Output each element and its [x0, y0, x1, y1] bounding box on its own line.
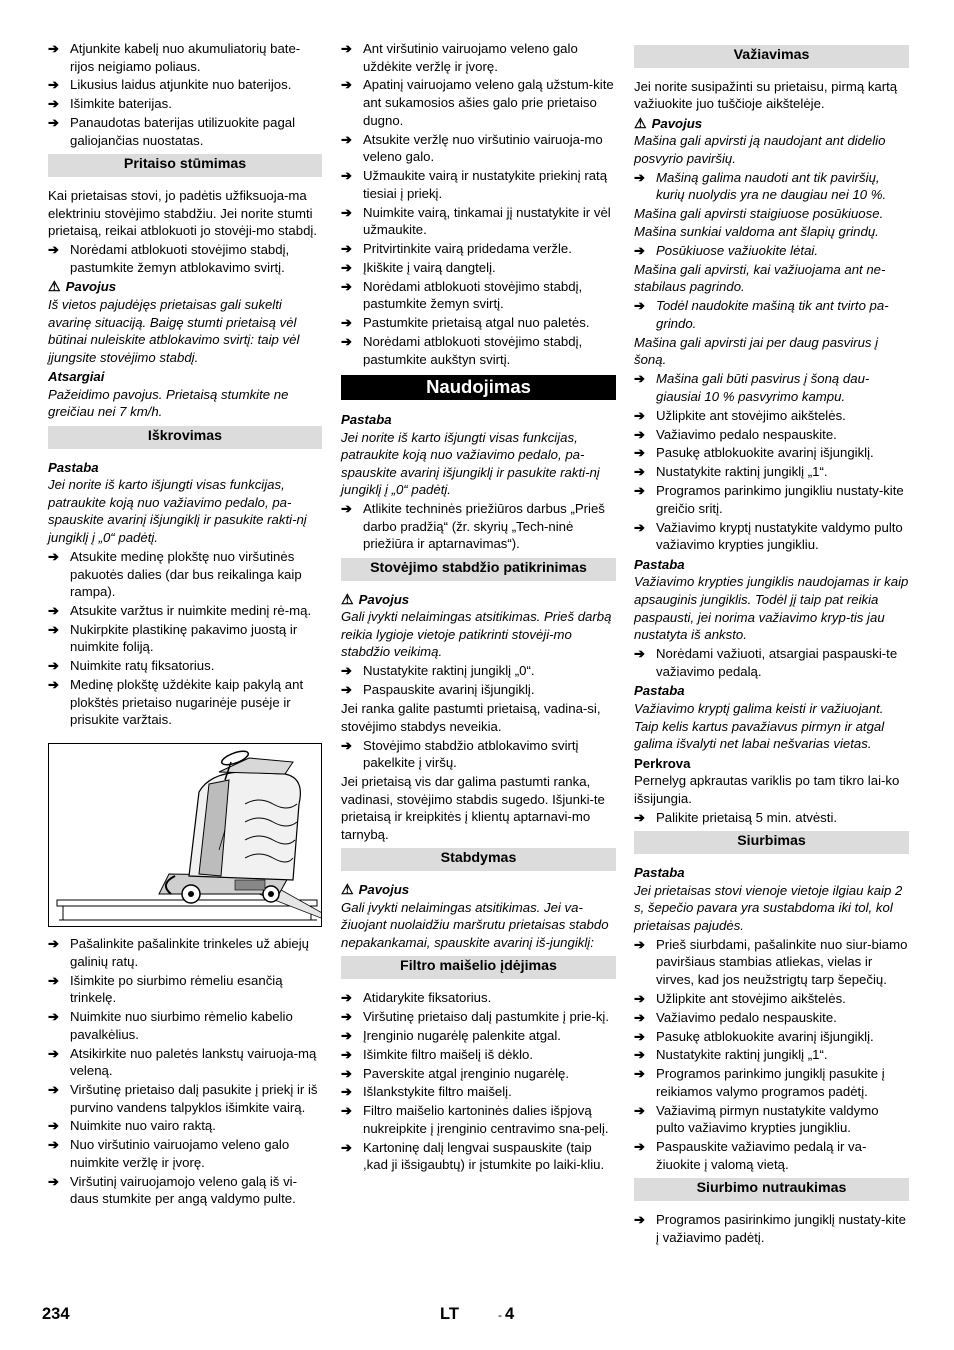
list-item: ➔ Programos pasirinkimo jungiklį nustaty-kite į važiavimo padėtį. — [634, 1212, 906, 1245]
list-item: ➔ Pastumkite prietaisą atgal nuo paletės. — [341, 315, 590, 331]
list-item: ➔ Atidarykite fiksatorius. — [341, 989, 492, 1005]
paragraph: Jei norite susipažinti su prietaisu, pirmą kartą važiuokite juo tuščioje aikštelėje. — [634, 78, 898, 112]
arrow-icon: ➔ — [341, 241, 352, 257]
list-item: ➔ Nustatykite raktinį jungiklį „1“. — [634, 1047, 828, 1063]
list-item: ➔ Važiavimo pedalo nespauskite. — [634, 1009, 837, 1025]
arrow-icon: ➔ — [634, 809, 645, 825]
warning-text: Mašina gali apvirsti jai per daug pasvirus į šoną. — [634, 334, 879, 368]
warning-text: Mašina gali apvirsti ją naudojant ant didelio posvyrio paviršių. — [634, 133, 886, 166]
chapter-title: Naudojimas — [341, 375, 616, 400]
arrow-icon: ➔ — [634, 169, 645, 185]
machine-illustration — [48, 743, 322, 927]
sub-page: - 4 — [498, 1305, 515, 1323]
arrow-icon: ➔ — [48, 972, 59, 988]
section-title-braking: Stabdymas — [341, 848, 616, 871]
arrow-icon: ➔ — [48, 96, 59, 112]
list-item: ➔ Išimkite filtro maišelį iš dėklo. — [341, 1046, 534, 1062]
arrow-icon: ➔ — [341, 315, 352, 331]
list-item: ➔ Važiavimo pedalo nespauskite. — [634, 426, 837, 442]
list-item: ➔ Nuo viršutinio vairuojamo veleno galo nuimkite veržlę ir įvorę. — [48, 1137, 290, 1170]
scrubber-machine-image — [49, 744, 321, 927]
arrow-icon: ➔ — [634, 1066, 645, 1082]
arrow-icon: ➔ — [341, 1084, 352, 1100]
warning-text: Gali įvykti nelaimingas atsitikimas. Jei va-žiuojant nuolaidžiu maršrutu prietaisas stabdo nepakankamai, spauskite avarinį iš-jungiklį: — [341, 899, 609, 950]
section-title-unloading: Iškrovimas — [48, 426, 322, 449]
warning-icon: ⚠ — [341, 880, 354, 897]
section-title-suction: Siurbimas — [634, 831, 909, 854]
list-item: ➔ Paverskite atgal įrenginio nugarėlę. — [341, 1065, 569, 1081]
paragraph: Jei prietaisą vis dar galima pastumti ranka, vadinasi, stovėjimo stabdis sugedo. Išjunki-te prietaisą ir kreipkitės į klientų aptarnavi-mo tarnybą. — [341, 774, 605, 842]
arrow-icon: ➔ — [341, 737, 352, 753]
list-item: ➔ Norėdami atblokuoti stovėjimo stabdį, pastumkite aukštyn svirtį. — [341, 334, 583, 367]
list-item: ➔ Atsukite veržlę nuo viršutinio vairuoja-mo veleno galo. — [341, 131, 603, 165]
list-item: ➔ Apatinį vairuojamo veleno galą užstum-kite ant sukamosios ašies galo prie prietaiso dugno. — [341, 77, 614, 128]
arrow-icon: ➔ — [634, 371, 645, 387]
arrow-icon: ➔ — [634, 1139, 645, 1155]
list-item: ➔ Išimkite baterijas. — [48, 96, 172, 112]
list-item: ➔ Atlikite techninės priežiūros darbus „Prieš darbo pradžią“ (žr. skyrių „Tech-ninė priežiūra ir aptarnavimas“). — [341, 501, 605, 552]
list-item: ➔ Atjunkite kabelį nuo akumuliatorių bate-rijos neigiamo poliaus. — [48, 41, 301, 74]
list-item: ➔ Nuimkite nuo vairo raktą. — [48, 1118, 216, 1134]
arrow-icon: ➔ — [634, 407, 645, 423]
arrow-icon: ➔ — [634, 1028, 645, 1044]
column-2 — [341, 40, 616, 1175]
arrow-list — [48, 548, 322, 729]
arrow-list — [634, 936, 909, 1174]
list-item: ➔ Paspauskite avarinį išjungiklį. — [341, 682, 535, 698]
arrow-icon: ➔ — [634, 242, 645, 258]
warning-label: ⚠ Pavojus — [634, 114, 703, 131]
arrow-icon: ➔ — [48, 1081, 59, 1097]
note-label: Pastaba — [48, 459, 99, 475]
list-item: ➔ Todėl naudokite mašiną tik ant tvirto pa-grindo. — [634, 298, 889, 331]
arrow-icon: ➔ — [634, 426, 645, 442]
list-item: ➔ Viršutinę prietaiso dalį pasukite į priekį ir iš purvino vandens talpyklos išimkite vairą. — [48, 1081, 318, 1115]
arrow-icon: ➔ — [48, 548, 59, 564]
paragraph: Pernelyg apkrautas variklis po tam tikro lai-ko išsijungia. — [634, 773, 900, 806]
list-item: ➔ Važiavimą pirmyn nustatykite valdymo pulto važiavimo krypties jungikliu. — [634, 1102, 879, 1136]
list-item: ➔ Paspauskite važiavimo pedalą ir va-žiuokite į valomą vietą. — [634, 1139, 867, 1172]
arrow-icon: ➔ — [48, 621, 59, 637]
list-item: ➔ Programos parinkimo jungikliu nustaty-kite greičio sritį. — [634, 483, 904, 516]
arrow-icon: ➔ — [341, 501, 352, 517]
section-title-pushing: Pritaiso stūmimas — [48, 154, 322, 177]
caution-label: Atsargiai — [48, 369, 105, 385]
arrow-icon: ➔ — [634, 936, 645, 952]
paragraph: Kai prietaisas stovi, jo padėtis užfiksuoja-ma elektriniu stovėjimo stabdžiu. Jei norite stumti prietaisą, reikai atblokuoti jo stovėji-mo stabdį. — [48, 188, 318, 239]
arrow-icon: ➔ — [634, 1009, 645, 1025]
arrow-list — [341, 989, 616, 1174]
arrow-icon: ➔ — [634, 298, 645, 314]
arrow-icon: ➔ — [341, 41, 352, 56]
warning-text: Iš vietos pajudėjęs prietaisas gali sukelti avarinę situaciją. Baigę stumti prietaisą vėl būtinai nuleiskite atblokavimo svirtį: taip vėl įjungsite stovėjimo stabdį. — [48, 296, 300, 365]
warning-icon: ⚠ — [48, 278, 61, 295]
arrow-icon: ➔ — [341, 1139, 352, 1155]
warning-blocks — [634, 132, 909, 405]
list-item: ➔ Važiavimo kryptį nustatykite valdymo pulto važiavimo krypties jungikliu. — [634, 519, 903, 553]
arrow-icon: ➔ — [341, 1008, 352, 1024]
list-item: ➔ Likusius laidus atjunkite nuo baterijos. — [48, 77, 292, 93]
arrow-icon: ➔ — [48, 677, 59, 693]
list-item: ➔ Filtro maišelio kartoninės dalies išpjovą nukreipkite į įrenginio centravimo sna-pelį. — [341, 1103, 609, 1136]
note-label: Pastaba — [634, 556, 685, 572]
list-item: ➔ Pasukę atblokuokite avarinį išjungiklį. — [634, 1028, 874, 1044]
list-item: ➔ Atsukite medinę plokštę nuo viršutinės pakuotės dalies (dar bus reikalinga kaip rampa). — [48, 548, 302, 600]
caution-text: Pažeidimo pavojus. Prietaisą stumkite ne greičiau nei 7 km/h. — [48, 386, 289, 420]
arrow-icon: ➔ — [48, 658, 59, 674]
list-item: ➔ Atsikirkite nuo paletės lankstų vairuoja-mą veleną. — [48, 1045, 317, 1079]
list-item: ➔ Užmaukite vairą ir nustatykite priekinį ratą tiesiai į priekį. — [341, 168, 608, 201]
note-text: Jei norite iš karto išjungti visas funkcijas, patraukite koją nuo važiavimo pedalo, pa-spauskite avarinį išjungiklį ir pasukite rakti-nį jungiklį į „0“ padėtį. — [48, 477, 307, 546]
arrow-list — [341, 662, 616, 698]
arrow-list — [634, 407, 909, 554]
list-item: ➔ Programos parinkimo jungiklį pasukite į reikiamos valymo programos padėtį. — [634, 1066, 885, 1099]
list-item: ➔ Ant viršutinio vairuojamo veleno galo uždėkite veržlę ir įvorę. — [341, 41, 578, 74]
arrow-icon: ➔ — [341, 1103, 352, 1119]
list-item: ➔ Atsukite varžtus ir nuimkite medinį rė-mą. — [48, 603, 312, 618]
arrow-icon: ➔ — [634, 1047, 645, 1063]
arrow-icon: ➔ — [341, 334, 352, 350]
arrow-icon: ➔ — [341, 1046, 352, 1062]
arrow-icon: ➔ — [341, 663, 352, 679]
arrow-icon: ➔ — [341, 168, 352, 184]
list-item: ➔ Viršutinę prietaiso dalį pastumkite į prie-kį. — [341, 1008, 610, 1024]
arrow-icon: ➔ — [48, 115, 59, 131]
note-label: Pastaba — [634, 864, 685, 880]
warning-label: ⚠ Pavojus — [48, 278, 117, 295]
note-label: Pastaba — [634, 683, 685, 699]
arrow-icon: ➔ — [48, 1118, 59, 1134]
arrow-icon: ➔ — [341, 259, 352, 275]
warning-text: Mašina gali apvirsti, kai važiuojama ant ne-stabilaus pagrindo. — [634, 261, 886, 295]
arrow-icon: ➔ — [48, 1009, 59, 1025]
list-item: ➔ Posūkiuose važiuokite lėtai. — [634, 242, 819, 258]
arrow-icon: ➔ — [341, 682, 352, 698]
warning-icon: ⚠ — [341, 590, 354, 607]
list-item: ➔ Užlipkite ant stovėjimo aikštelės. — [634, 990, 846, 1006]
list-item: ➔ Palikite prietaisą 5 min. atvėsti. — [634, 809, 838, 825]
arrow-icon: ➔ — [341, 77, 352, 93]
list-item: ➔ Nukirpkite plastikinę pakavimo juostą ir nuimkite foliją. — [48, 621, 298, 655]
list-item: ➔ Norėdami važiuoti, atsargiai paspauski-te važiavimo pedalą. — [634, 646, 898, 679]
arrow-icon: ➔ — [48, 242, 59, 258]
note-text: Važiavimo kryptį galima keisti ir važiuojant. Taip kelis kartus pavažiavus pirmyn ir atgal galima išvalyti net labai nešvarias vietas. — [634, 700, 885, 752]
arrow-icon: ➔ — [634, 464, 645, 480]
list-item: ➔ Pašalinkite pašalinkite trinkeles už abiejų galinių ratų. — [48, 936, 309, 969]
arrow-icon: ➔ — [634, 990, 645, 1006]
arrow-icon: ➔ — [341, 131, 352, 147]
list-item: ➔ Nustatykite raktinį jungiklį „0“. — [341, 663, 535, 679]
warning-text: Gali įvykti nelaimingas atsitikimas. Prieš darbą reikia lygioje vietoje patikrinti stovėji-mo stabdžio veikimą. — [341, 609, 612, 660]
section-title-filter-bag: Filtro maišelio įdėjimas — [341, 956, 616, 979]
arrow-icon: ➔ — [48, 1137, 59, 1153]
arrow-icon: ➔ — [634, 1212, 645, 1228]
arrow-list — [341, 40, 616, 368]
list-item: ➔ Prieš siurbdami, pašalinkite nuo siur-biamo paviršiaus stambias atliekas, vielas ir virves, kad jos neužstrigtų tarp šepečių. — [634, 936, 908, 987]
arrow-icon: ➔ — [341, 989, 352, 1005]
list-item: ➔ Kartoninę dalį lengvai suspauskite (taip ,kad ji išsigaubtų) ir įstumkite po laiki-kliu. — [341, 1139, 605, 1173]
column-3 — [634, 40, 909, 1248]
arrow-icon: ➔ — [634, 519, 645, 535]
arrow-icon: ➔ — [341, 204, 352, 220]
arrow-icon: ➔ — [341, 1027, 352, 1043]
note-label: Pastaba — [341, 411, 392, 427]
warning-text: Mašina gali apvirsti staigiuose posūkiuose. Mašina sunkiai valdoma ant šlapių grindų. — [634, 206, 884, 239]
list-item: ➔ Įrenginio nugarėlę palenkite atgal. — [341, 1027, 561, 1043]
list-item: ➔ Išimkite po siurbimo rėmeliu esančią trinkelę. — [48, 972, 283, 1006]
warning-label: ⚠ Pavojus — [341, 590, 410, 607]
list-item: ➔ Mašiną galima naudoti ant tik paviršių, kurių nuolydis yra ne daugiau nei 10 %. — [634, 169, 887, 203]
arrow-list — [48, 935, 322, 1208]
list-item: ➔ Nustatykite raktinį jungiklį „1“. — [634, 464, 828, 480]
warning-icon: ⚠ — [634, 114, 647, 131]
list-item: ➔ Nuimkite nuo siurbimo rėmelio kabelio pavalkėlius. — [48, 1009, 293, 1042]
list-item: ➔ Nuimkite ratų fiksatorius. — [48, 658, 215, 674]
paragraph: Jei ranka galite pastumti prietaisą, vadina-si, stovėjimo stabdys neveikia. — [341, 701, 601, 734]
list-item: ➔ Norėdami atblokuoti stovėjimo stabdį, pastumkite žemyn atblokavimo svirtį. — [48, 242, 290, 275]
arrow-icon: ➔ — [634, 483, 645, 499]
section-title-parking-brake: Stovėjimo stabdžio patikrinimas — [341, 558, 616, 581]
note-text: Jei norite iš karto išjungti visas funkcijas, patraukite koją nuo važiavimo pedalo, pa-spauskite avarinį išjungiklį ir pasukite rakti-nį jungiklį į „0“ padėtį. — [341, 429, 600, 498]
arrow-icon: ➔ — [48, 77, 59, 93]
list-item: ➔ Medinę plokštę uždėkite kaip pakylą ant plokštės prietaiso nugarinėje pusėje ir prisukite varžtais. — [48, 677, 304, 728]
arrow-icon: ➔ — [48, 41, 59, 56]
list-item: ➔ Pasukę atblokuokite avarinį išjungiklį. — [634, 445, 874, 461]
arrow-icon: ➔ — [634, 445, 645, 461]
section-title-driving: Važiavimas — [634, 45, 909, 68]
overload-label: Perkrova — [634, 755, 691, 771]
list-item: ➔ Norėdami atblokuoti stovėjimo stabdį, pastumkite žemyn svirtį. — [341, 278, 583, 312]
arrow-icon: ➔ — [341, 1065, 352, 1081]
arrow-icon: ➔ — [48, 936, 59, 952]
section-title-suction-stop: Siurbimo nutraukimas — [634, 1178, 909, 1201]
warning-label: ⚠ Pavojus — [341, 880, 410, 897]
arrow-icon: ➔ — [48, 1173, 59, 1189]
page-number: 234 — [42, 1305, 70, 1323]
language-code: LT — [440, 1305, 459, 1323]
arrow-icon: ➔ — [634, 646, 645, 662]
arrow-icon: ➔ — [341, 278, 352, 294]
list-item: ➔ Mašina gali būti pasvirus į šoną dau-giausiai 10 % pasvyrimo kampu. — [634, 371, 870, 404]
list-item: ➔ Nuimkite vairą, tinkamai jį nustatykite ir vėl užmaukite. — [341, 204, 611, 238]
list-item: ➔ Pritvirtinkite vairą pridedama veržle. — [341, 241, 572, 257]
arrow-icon: ➔ — [48, 603, 59, 618]
list-item: ➔ Panaudotas baterijas utilizuokite pagal galiojančias nuostatas. — [48, 115, 296, 148]
list-item: ➔ Išlankstykite filtro maišelį. — [341, 1084, 512, 1100]
list-item: ➔ Užlipkite ant stovėjimo aikštelės. — [634, 407, 846, 423]
list-item: ➔ Viršutinį vairuojamojo veleno galą iš vi-daus stumkite per angą valdymo pulte. — [48, 1173, 297, 1207]
column-1 — [48, 40, 322, 1209]
note-text: Jei prietaisas stovi vienoje vietoje ilgiau kaip 2 s, šepečio pavara yra sustabdoma iki tol, kol prietaisas pajudės. — [634, 882, 903, 933]
arrow-icon: ➔ — [48, 1045, 59, 1061]
list-item: ➔ Įkiškite į vairą dangtelį. — [341, 259, 496, 275]
note-text: Važiavimo krypties jungiklis naudojamas ir kaip apsauginis jungiklis. Todėl jį taip pat reikia paspausti, jei norima važiavimo kryp-tis jau nustatyta iš anksto. — [634, 574, 909, 643]
arrow-list — [48, 40, 322, 149]
list-item: ➔ Stovėjimo stabdžio atblokavimo svirtį pakelkite į viršų. — [341, 737, 579, 771]
arrow-icon: ➔ — [634, 1102, 645, 1118]
